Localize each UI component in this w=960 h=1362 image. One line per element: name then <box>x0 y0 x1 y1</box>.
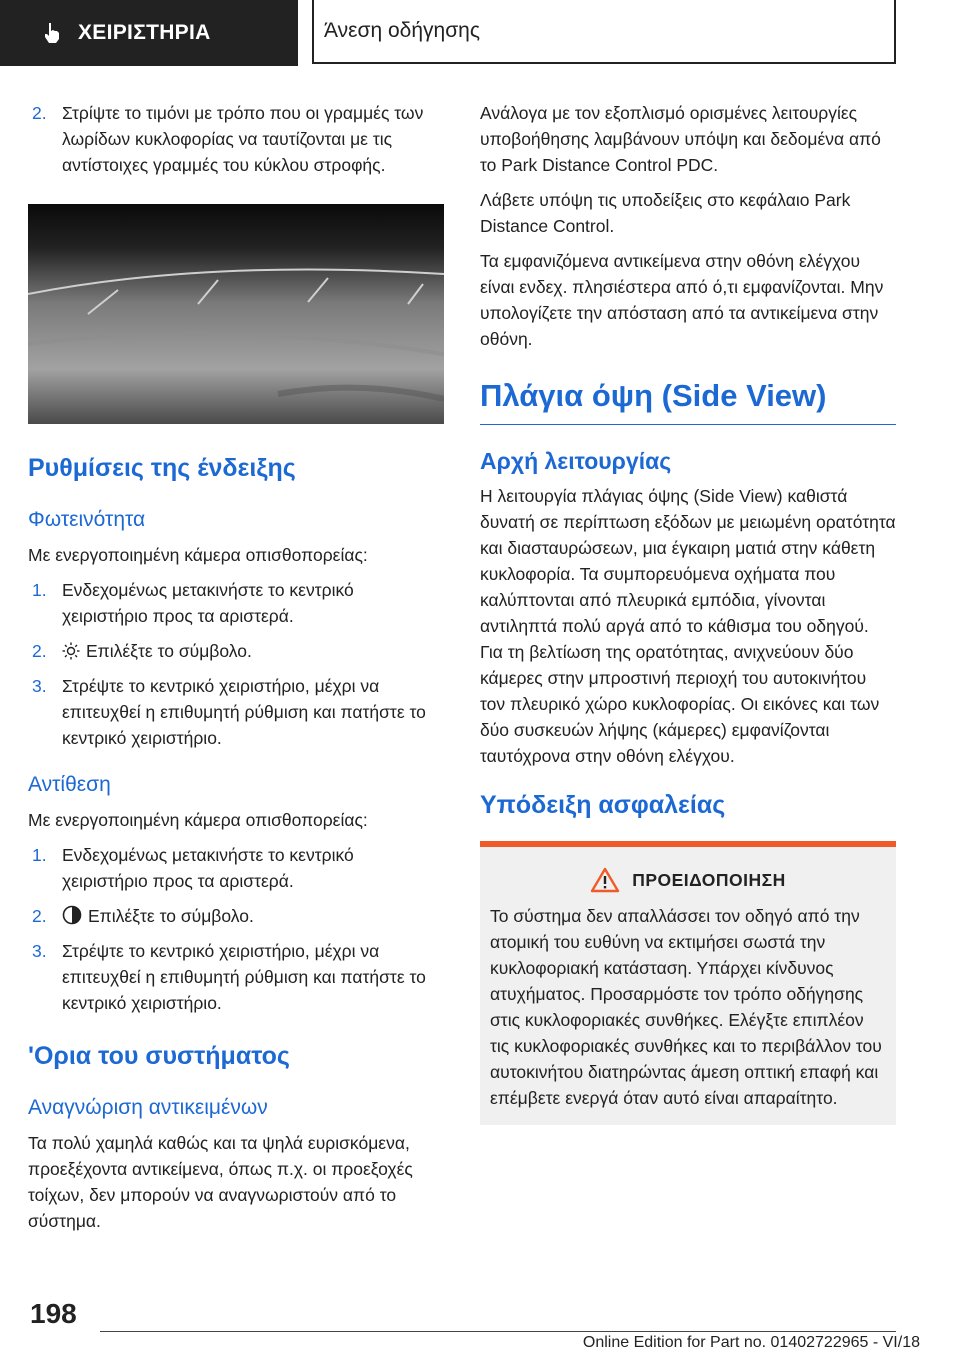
warning-box <box>480 841 896 1125</box>
left-column <box>28 100 444 1243</box>
rear-camera-image <box>28 204 444 424</box>
side-view-heading: Πλάγια όψη (Side View) <box>480 374 896 425</box>
list-item <box>28 638 444 664</box>
step-text: Στρίψτε το τιμόνι με τρόπο που οι γραμμές των λωρίδων κυκλοφορίας να ταυτίζονται με τις αντίστοιχες γραμμές του κύκλου στροφής. <box>62 103 424 175</box>
footer-divider <box>100 1331 896 1332</box>
objects-display-paragraph: Τα εμφανιζόμενα αντικείμενα στην οθόνη ελέγχου είναι ενδεχ. πλησιέστερα από ό,τι εμφανίζονται. Μην υπολογίζετε την απόσταση από τα αντικείμενα στην οθόνη. <box>480 251 884 349</box>
step-text: Ενδεχομένως μετακινήστε το κεντρικό χειριστήριο προς τα αριστερά. <box>62 845 354 891</box>
brightness-heading: Φωτεινότητα <box>28 508 146 531</box>
list-item <box>28 577 444 629</box>
step-text: Στρέψτε το κεντρικό χειριστήριο, μέχρι να επιτευχθεί η επιθυμητή ρύθμιση και πατήστε το κεντρικό χειριστήριο. <box>62 941 426 1013</box>
contrast-icon <box>62 905 82 925</box>
list-item <box>28 100 444 178</box>
object-detection-text: Τα πολύ χαμηλά καθώς και τα ψηλά ευρισκόμενα, προεξέχοντα αντικείμενα, όπως π.χ. οι προεξοχές τοίχων, δεν μπορούν να αναγνωριστούν από το σύστημα. <box>28 1133 413 1231</box>
principle-heading: Αρχή λειτουργίας <box>480 448 672 474</box>
hand-pointer-icon <box>40 21 64 45</box>
list-item <box>28 938 444 1016</box>
step-number: 1. <box>32 580 47 600</box>
pdc-paragraph: Ανάλογα με τον εξοπλισμό ορισμένες λειτουργίες υποβοήθησης λαμβάνουν υπόψη και δεδομένα από το Park Distance Control PDC. <box>480 103 881 175</box>
header-manual-tab[interactable] <box>0 0 298 66</box>
contrast-heading: Αντίθεση <box>28 773 111 796</box>
safety-heading: Υπόδειξη ασφαλείας <box>480 791 726 819</box>
manual-label: ΧΕΙΡΙΣΤΗΡΙΑ <box>78 21 211 44</box>
page-number: 198 <box>30 1298 77 1329</box>
step-number: 2. <box>32 906 47 926</box>
brightness-sun-icon <box>62 642 80 660</box>
warning-title: ΠΡΟΕΙΔΟΠΟΙΗΣΗ <box>632 869 786 890</box>
pdc-reference-paragraph: Λάβετε υπόψη τις υποδείξεις στο κεφάλαιο Park Distance Control. <box>480 190 851 236</box>
parking-lines-illustration <box>28 204 444 424</box>
step-text: Στρέψτε το κεντρικό χειριστήριο, μέχρι να επιτευχθεί η επιθυμητή ρύθμιση και πατήστε το κεντρικό χειριστήριο. <box>62 676 426 748</box>
brightness-intro: Με ενεργοποιημένη κάμερα οπισθοπορείας: <box>28 545 368 565</box>
step-number: 2. <box>32 103 47 123</box>
right-column <box>480 100 896 1125</box>
settings-heading: Ρυθμίσεις της ένδειξης <box>28 454 296 482</box>
list-item <box>28 842 444 894</box>
step-number: 1. <box>32 845 47 865</box>
step-number: 2. <box>32 641 47 661</box>
principle-text: Η λειτουργία πλάγιας όψης (Side View) καθιστά δυνατή σε περίπτωση εξόδων με μειωμένη ορατότητα και διασταυρώσεων, μια έγκαιρη ματιά στην κάθετη κυκλοφορία. Τα συμπορευόμενα οχήματα που καλύπτονται από πλευρικά εμπόδια, γίνονται αντιληπτά πολύ αργά από το κάθισμα του οδηγού. Για τη βελτίωση της ορατότητας, ανιχνεύουν δύο κάμερες στην μπροστινή περιοχή του αυτοκινήτου τον πλευρικό χώρο κυκλοφορίας. Οι εικόνες και των δύο συσκευών λήψης (κάμερες) εμφανίζονται ταυτόχρονα στην οθόνη ελέγχου. <box>480 486 896 766</box>
object-detection-heading: Αναγνώριση αντικειμένων <box>28 1096 268 1119</box>
step-text: Ενδεχομένως μετακινήστε το κεντρικό χειριστήριο προς τα αριστερά. <box>62 580 354 626</box>
edition-text: Online Edition for Part no. 01402722965 - VI/18 <box>582 1334 920 1351</box>
list-item <box>28 673 444 751</box>
step-number: 3. <box>32 941 47 961</box>
section-header <box>312 0 896 64</box>
warning-triangle-icon <box>590 867 620 893</box>
warning-text: Το σύστημα δεν απαλλάσσει τον οδηγό από την ατομική του ευθύνη να εκτιμήσει σωστά την κυκλοφοριακή κατάσταση. Υπάρχει κίνδυνος ατυχήματος. Προσαρμόστε τον τρόπο οδήγησης στις κυκλοφοριακές συνθήκες. Ελέγξτε επιπλέον τις κυκλοφοριακές συνθήκες και το περιβάλλον του αυτοκινήτου διατηρώντας άμεση οπτική επαφή και επέμβετε ενεργά όταν αυτό είναι απαραίτητο. <box>490 906 882 1108</box>
step-text: Επιλέξτε το σύμβολο. <box>86 641 252 661</box>
step-number: 3. <box>32 676 47 696</box>
list-item <box>28 903 444 929</box>
section-title: Άνεση οδήγησης <box>324 19 480 42</box>
step-text: Επιλέξτε το σύμβολο. <box>88 906 254 926</box>
system-limits-heading: 'Ορια του συστήματος <box>28 1042 290 1070</box>
contrast-intro: Με ενεργοποιημένη κάμερα οπισθοπορείας: <box>28 810 368 830</box>
